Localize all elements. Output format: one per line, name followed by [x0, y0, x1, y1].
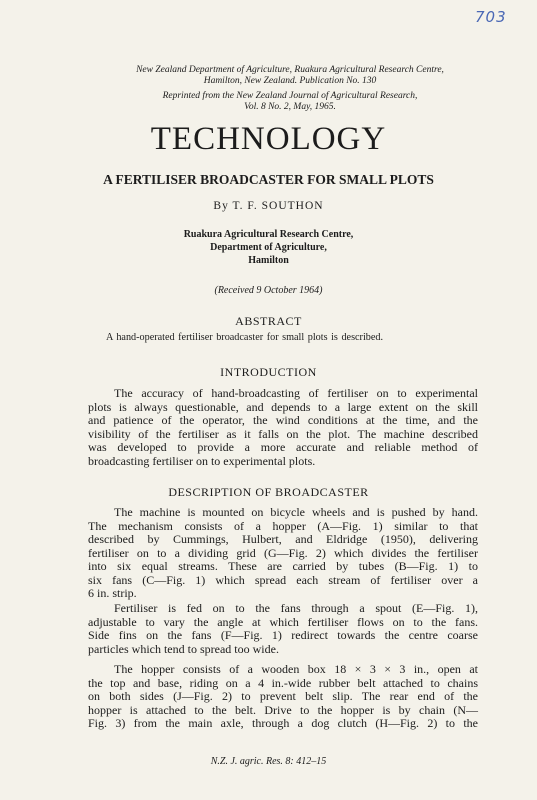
text-line: into six equal streams. These are carried by tubes (B—Fig. 1) to [88, 559, 478, 573]
header-line-4: Vol. 8 No. 2, May, 1965. [244, 102, 336, 112]
text-line: visibility of the fertiliser as it falls on the plot. The machine described [88, 426, 478, 441]
header-line-1: New Zealand Department of Agriculture, Ruakura Agricultural Research Centre, [136, 65, 444, 75]
affiliation-line-1: Ruakura Agricultural Research Centre, [183, 229, 354, 240]
text-line: was developed to provide a more accurate and reliable method of [88, 440, 478, 454]
text-line: the top and base, riding on a 4 in.-wide rubber belt attached to chains [88, 675, 478, 690]
description-heading: DESCRIPTION OF BROADCASTER [168, 485, 369, 499]
citation-footer: N.Z. J. agric. Res. 8: 412–15 [210, 756, 327, 767]
affiliation [0, 228, 537, 267]
text-line: 6 in. strip. [88, 586, 137, 600]
text-line: The mechanism consists of a hopper (A—Fig. 1) similar to that [88, 518, 478, 533]
text-line: described by Cummings, Hulbert, and Eldridge (1950), delivering [88, 532, 478, 546]
introduction-paragraph [88, 387, 478, 468]
text-line: Fig. 3) from the main axle, through a dog clutch (H—Fig. 2) to the [88, 716, 478, 730]
section-title: TECHNOLOGY [150, 121, 387, 157]
text-line: on both sides (J—Fig. 2) to prevent belt slip. The rear end of the [88, 689, 478, 703]
handwritten-annotation: 703 [475, 8, 507, 26]
abstract-text: A hand-operated fertiliser broadcaster for small plots is described. [106, 332, 384, 343]
abstract-heading: ABSTRACT [235, 314, 302, 328]
text-line: Side fins on the fans (F—Fig. 1) redirect towards the centre coarse [88, 628, 478, 642]
text-line: fertiliser on to a dividing grid (G—Fig. 2) which divides the fertiliser [88, 545, 478, 560]
text-line: broadcasting fertiliser on to experimental plots. [88, 453, 316, 468]
description-paragraph-1 [88, 506, 478, 601]
text-line: adjustable to vary the angle at which fertiliser flows on to the fans. [88, 614, 478, 629]
affiliation-line-3: Hamilton [248, 255, 289, 266]
text-line: The accuracy of hand-broadcasting of fertiliser on to experimental [114, 386, 478, 400]
header-line-2: Hamilton, New Zealand. Publication No. 130 [203, 76, 377, 86]
text-line: plots is always questionable, and depends to a large extent on the skill [88, 399, 478, 414]
author: By T. F. SOUTHON [213, 200, 324, 212]
text-line: six fans (C—Fig. 1) which spread each stream of fertiliser over a [88, 572, 478, 587]
received-date: (Received 9 October 1964) [214, 285, 323, 296]
text-line: The hopper consists of a wooden box 18 × 3 × 3 in., open at [114, 662, 478, 676]
description-paragraph-2 [88, 602, 478, 656]
article-title: A FERTILISER BROADCASTER FOR SMALL PLOTS [103, 172, 434, 187]
introduction-heading: INTRODUCTION [220, 365, 317, 379]
text-line: hopper is attached to the belt. Drive to the hopper is by chain (N— [88, 702, 478, 717]
text-line: The machine is mounted on bicycle wheels and is pushed by hand. [114, 505, 478, 519]
header-line-3: Reprinted from the New Zealand Journal of Agricultural Research, [162, 91, 418, 101]
text-line: Fertiliser is fed on to the fans through a spout (E—Fig. 1), [114, 601, 478, 615]
text-line: and patience of the operator, the wind conditions at the time, and the [88, 413, 478, 427]
text-line: particles which tend to spread too wide. [88, 641, 279, 656]
description-paragraph-3 [88, 663, 478, 731]
affiliation-line-2: Department of Agriculture, [210, 242, 327, 253]
